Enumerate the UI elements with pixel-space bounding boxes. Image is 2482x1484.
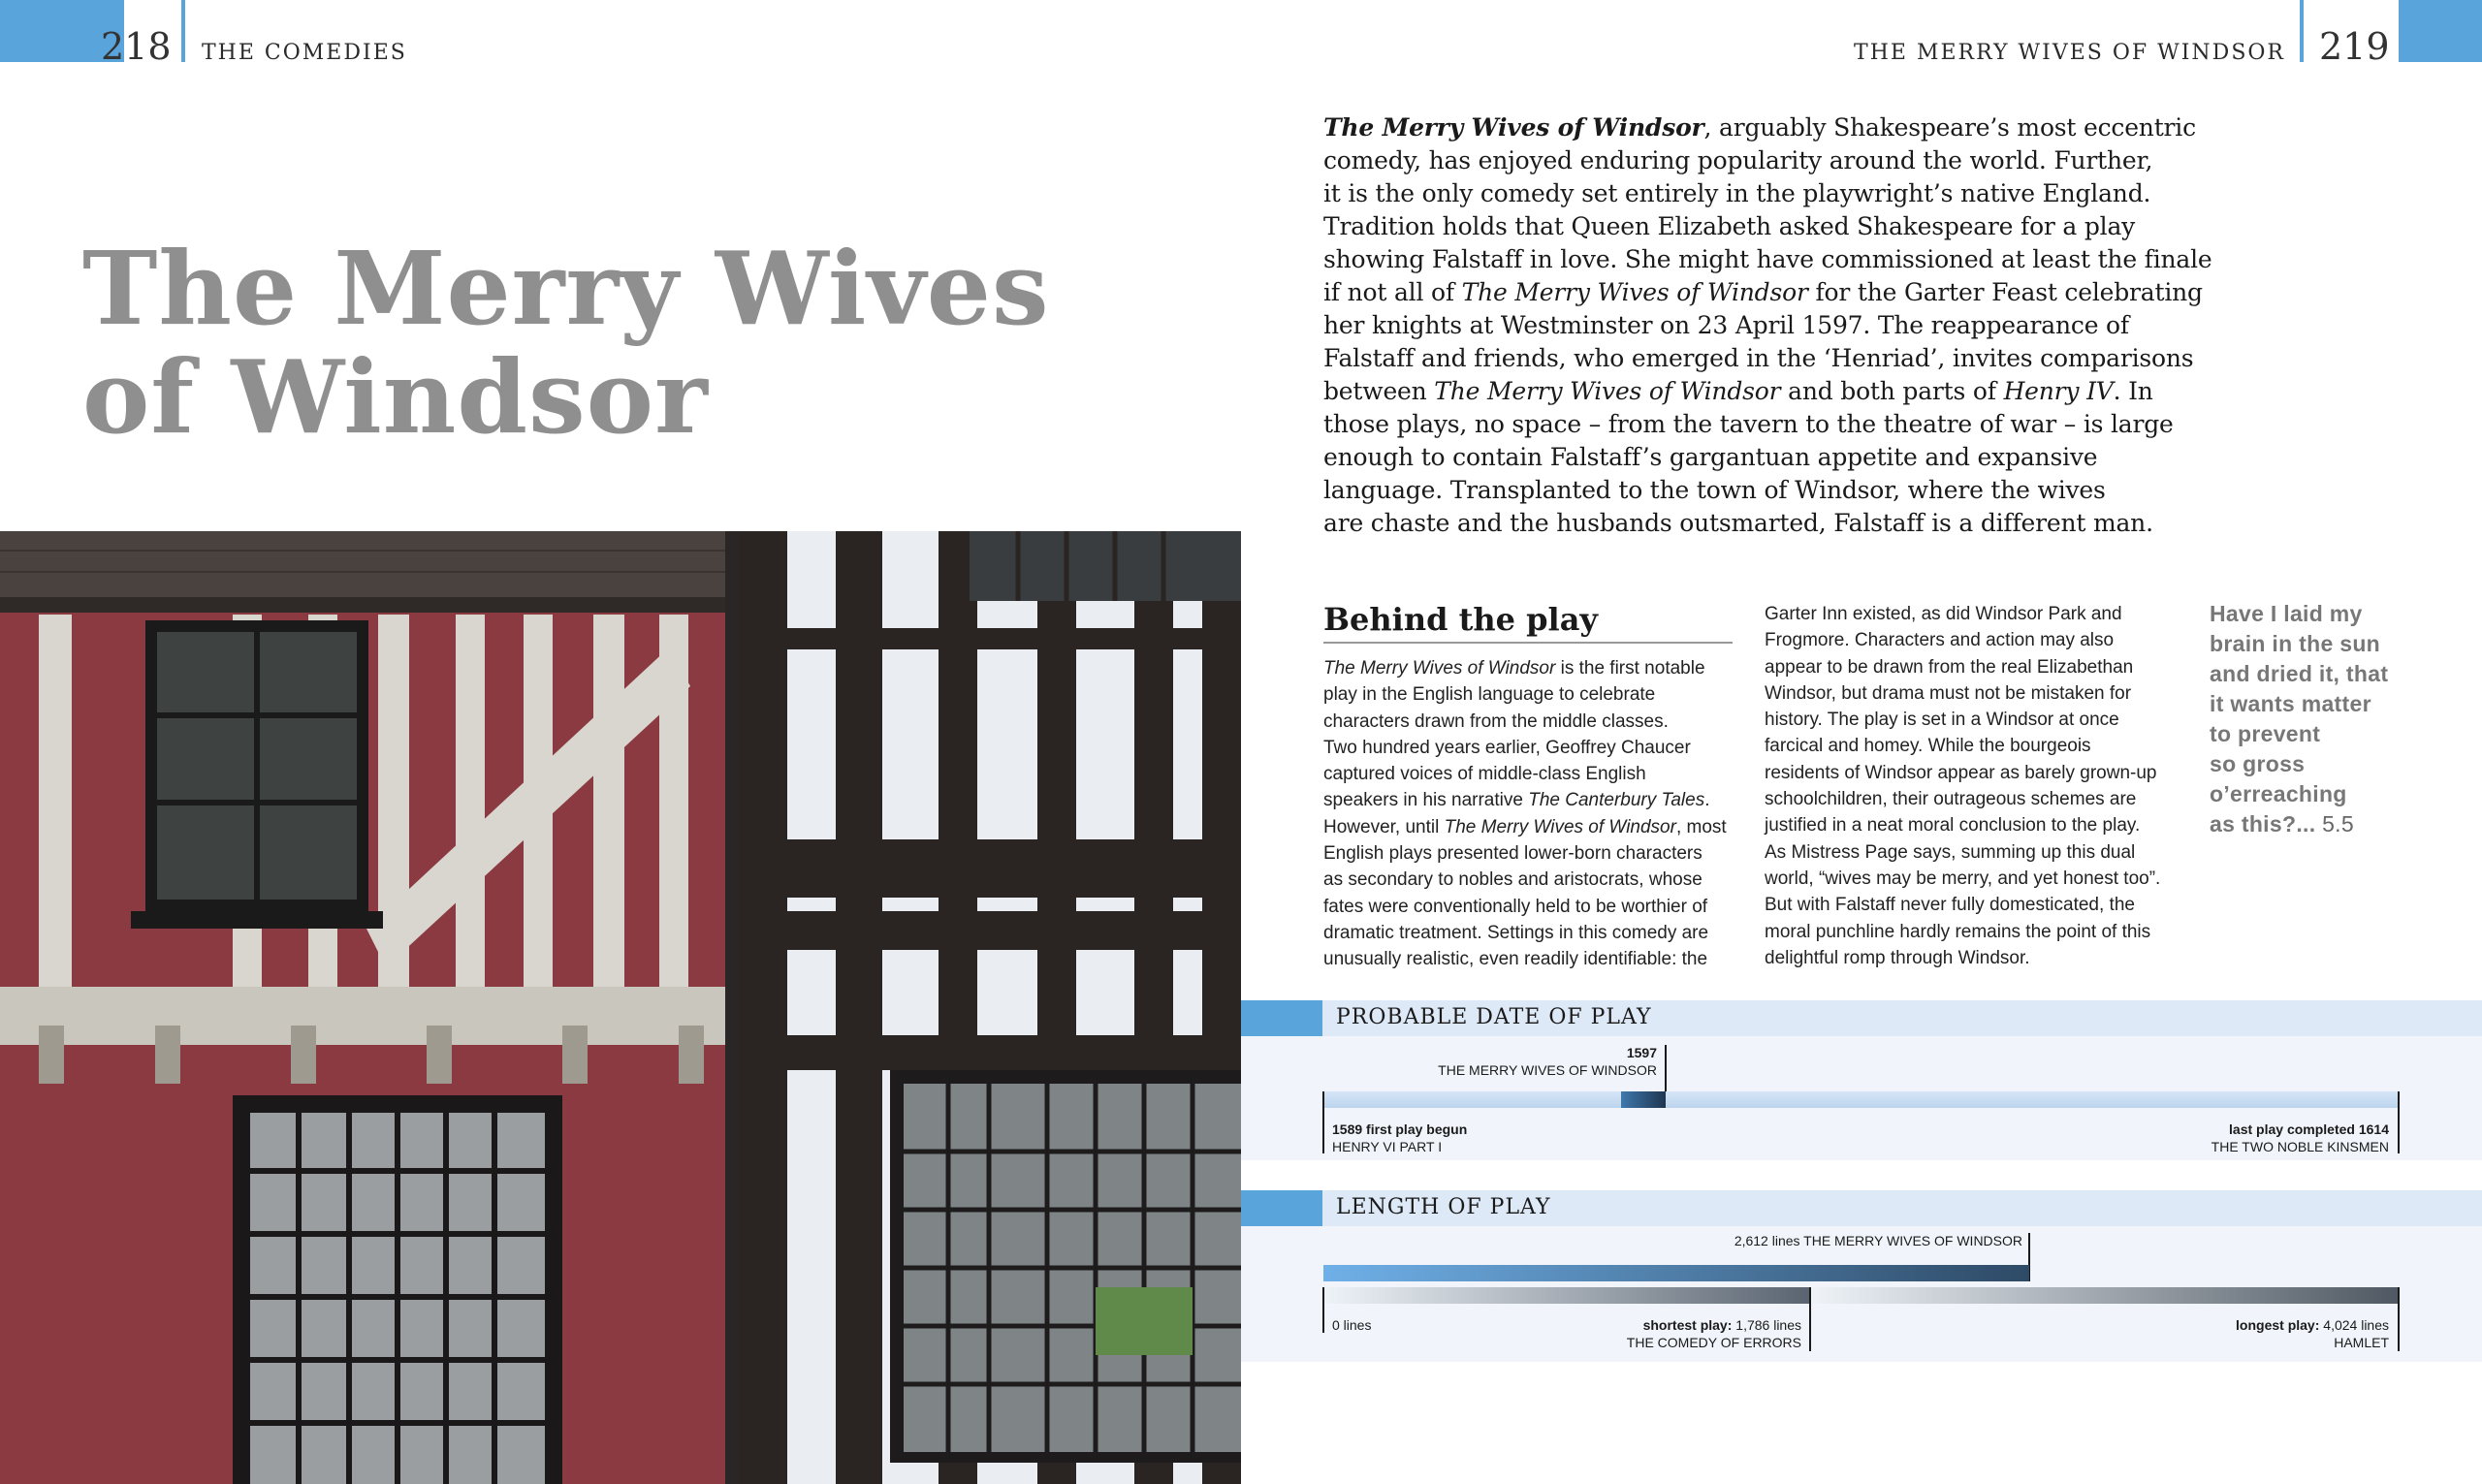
left-page-number: 218 bbox=[101, 25, 172, 68]
left-running-head: THE COMEDIES bbox=[202, 41, 407, 65]
body-column-2 bbox=[1765, 601, 2160, 971]
col2-line: delightful romp through Windsor. bbox=[1765, 947, 2030, 968]
title-line-2: of Windsor bbox=[82, 337, 709, 457]
intro-line: enough to contain Falstaff’s gargantuan appetite and expansive bbox=[1323, 443, 2098, 471]
col2-line: Garter Inn existed, as did Windsor Park and bbox=[1765, 604, 2122, 624]
intro-line: Tradition holds that Queen Elizabeth asked Shakespeare for a play bbox=[1323, 212, 2136, 240]
col2-line: residents of Windsor appear as barely grown-up bbox=[1765, 762, 2157, 783]
length-longest-label: longest play: 4,024 lines bbox=[2236, 1317, 2389, 1333]
behind-the-play-heading: Behind the play bbox=[1323, 601, 1599, 638]
date-end-label: last play completed 1614 bbox=[2229, 1121, 2389, 1137]
intro-line: if not all of The Merry Wives of Windsor for the Garter Feast celebrating bbox=[1323, 278, 2203, 306]
date-timeline-highlight bbox=[1621, 1091, 1666, 1108]
intro-paragraph bbox=[1323, 111, 2212, 540]
tudor-buildings-illustration bbox=[0, 531, 1241, 1484]
intro-line: those plays, no space – from the tavern to the theatre of war – is large bbox=[1323, 410, 2174, 438]
intro-line: her knights at Westminster on 23 April 1597. The reappearance of bbox=[1323, 311, 2129, 339]
title-line-1: The Merry Wives bbox=[82, 229, 1050, 348]
intro-line: it is the only comedy set entirely in the playwright’s native England. bbox=[1323, 179, 2151, 207]
date-marker-title: THE MERRY WIVES OF WINDSOR bbox=[1438, 1062, 1657, 1078]
date-timeline-bar bbox=[1323, 1091, 2400, 1108]
length-zero-tick bbox=[1322, 1287, 1324, 1333]
quote-line: so gross bbox=[2210, 751, 2306, 776]
length-shortest-title: THE COMEDY OF ERRORS bbox=[1626, 1335, 1801, 1350]
length-longest-title: HAMLET bbox=[2334, 1335, 2389, 1350]
right-running-head: THE MERRY WIVES OF WINDSOR bbox=[1854, 41, 2285, 65]
length-play-label: 2,612 lines THE MERRY WIVES OF WINDSOR bbox=[1734, 1233, 2022, 1248]
date-panel-label: PROBABLE DATE OF PLAY bbox=[1336, 1005, 1652, 1029]
tudor-buildings-photo bbox=[0, 531, 1241, 1484]
intro-line: are chaste and the husbands outsmarted, Falstaff is a different man. bbox=[1323, 509, 2153, 537]
quote-line: Have I laid my bbox=[2210, 601, 2363, 626]
col2-line: farcical and homey. While the bourgeois bbox=[1765, 736, 2091, 757]
intro-line: showing Falstaff in love. She might have commissioned at least the finale bbox=[1323, 245, 2212, 273]
quote-line: to prevent bbox=[2210, 721, 2321, 746]
length-shortest-label: shortest play: 1,786 lines bbox=[1642, 1317, 1801, 1333]
page-title bbox=[82, 229, 1050, 457]
length-longest-tick bbox=[2398, 1287, 2400, 1351]
date-start-tick bbox=[1322, 1091, 1324, 1153]
col1-line: as secondary to nobles and aristocrats, whose bbox=[1323, 869, 1702, 891]
date-start-title: HENRY VI PART I bbox=[1332, 1139, 1443, 1154]
heading-rule bbox=[1323, 642, 1733, 644]
col2-line: moral punchline hardly remains the point of this bbox=[1765, 921, 2151, 942]
intro-line: The Merry Wives of Windsor, arguably Shakespeare’s most eccentric bbox=[1323, 113, 2196, 142]
col1-line: English plays presented lower-born characters bbox=[1323, 843, 1702, 865]
col2-line: Windsor, but drama must not be mistaken for bbox=[1765, 682, 2132, 704]
col2-line: But with Falstaff never fully domesticated, the bbox=[1765, 895, 2135, 916]
right-header-divider bbox=[2300, 0, 2304, 62]
date-panel-tab bbox=[1240, 1000, 1322, 1036]
date-end-tick bbox=[2398, 1091, 2400, 1153]
quote-line: it wants matter bbox=[2210, 691, 2371, 716]
length-shortest-bar bbox=[1323, 1287, 1810, 1304]
col2-line: history. The play is set in a Windsor at once bbox=[1765, 710, 2119, 731]
quote-line: and dried it, that bbox=[2210, 661, 2389, 686]
length-play-bar bbox=[1323, 1265, 2029, 1281]
quote-line: brain in the sun bbox=[2210, 631, 2381, 656]
col1-line: Two hundred years earlier, Geoffrey Chaucer bbox=[1323, 737, 1691, 758]
col2-line: Frogmore. Characters and action may also bbox=[1765, 630, 2115, 651]
left-header-divider bbox=[181, 0, 185, 62]
col2-line: justified in a neat moral conclusion to the play. bbox=[1765, 815, 2141, 837]
col2-line: world, “wives may be merry, and yet honest too”. bbox=[1765, 868, 2161, 889]
col2-line: appear to be drawn from the real Elizabethan bbox=[1765, 656, 2134, 678]
quote-reference: 5.5 bbox=[2322, 811, 2354, 837]
date-end-title: THE TWO NOBLE KINSMEN bbox=[2211, 1139, 2389, 1154]
length-panel-tab bbox=[1240, 1190, 1322, 1226]
col2-line: schoolchildren, their outrageous schemes are bbox=[1765, 789, 2137, 810]
col1-line: speakers in his narrative The Canterbury Tales. bbox=[1323, 790, 1710, 811]
length-longest-bar bbox=[1812, 1287, 2400, 1304]
col1-line: captured voices of middle-class English bbox=[1323, 764, 1646, 785]
intro-line: between The Merry Wives of Windsor and both parts of Henry IV. In bbox=[1323, 377, 2153, 405]
body-column-1 bbox=[1323, 655, 1727, 973]
quote-line: o’erreaching bbox=[2210, 781, 2347, 806]
col1-line: play in the English language to celebrate bbox=[1323, 684, 1656, 706]
col2-line: As Mistress Page says, summing up this dual bbox=[1765, 841, 2136, 863]
length-shortest-tick bbox=[1809, 1287, 1811, 1351]
pull-quote bbox=[2210, 599, 2388, 839]
quote-line: as this?... 5.5 bbox=[2210, 811, 2354, 837]
length-panel-label: LENGTH OF PLAY bbox=[1336, 1195, 1551, 1219]
date-start-label: 1589 first play begun bbox=[1332, 1121, 1468, 1137]
date-marker-year: 1597 bbox=[1626, 1045, 1657, 1060]
col1-line: dramatic treatment. Settings in this comedy are bbox=[1323, 922, 1709, 943]
intro-line: Falstaff and friends, who emerged in the ‘Henriad’, invites comparisons bbox=[1323, 344, 2194, 372]
col1-line: However, until The Merry Wives of Windsor, most bbox=[1323, 816, 1727, 837]
right-page-tab bbox=[2399, 0, 2482, 62]
col1-line: unusually realistic, even readily identifiable: the bbox=[1323, 949, 1708, 970]
right-page-number: 219 bbox=[2319, 25, 2390, 68]
intro-line: comedy, has enjoyed enduring popularity around the world. Further, bbox=[1323, 146, 2153, 174]
length-zero-label: 0 lines bbox=[1332, 1317, 1372, 1333]
col1-line: The Merry Wives of Windsor is the first notable bbox=[1323, 658, 1705, 679]
intro-line: language. Transplanted to the town of Windsor, where the wives bbox=[1323, 476, 2106, 504]
col1-line: characters drawn from the middle classes. bbox=[1323, 710, 1669, 732]
col1-line: fates were conventionally held to be worthier of bbox=[1323, 896, 1708, 917]
